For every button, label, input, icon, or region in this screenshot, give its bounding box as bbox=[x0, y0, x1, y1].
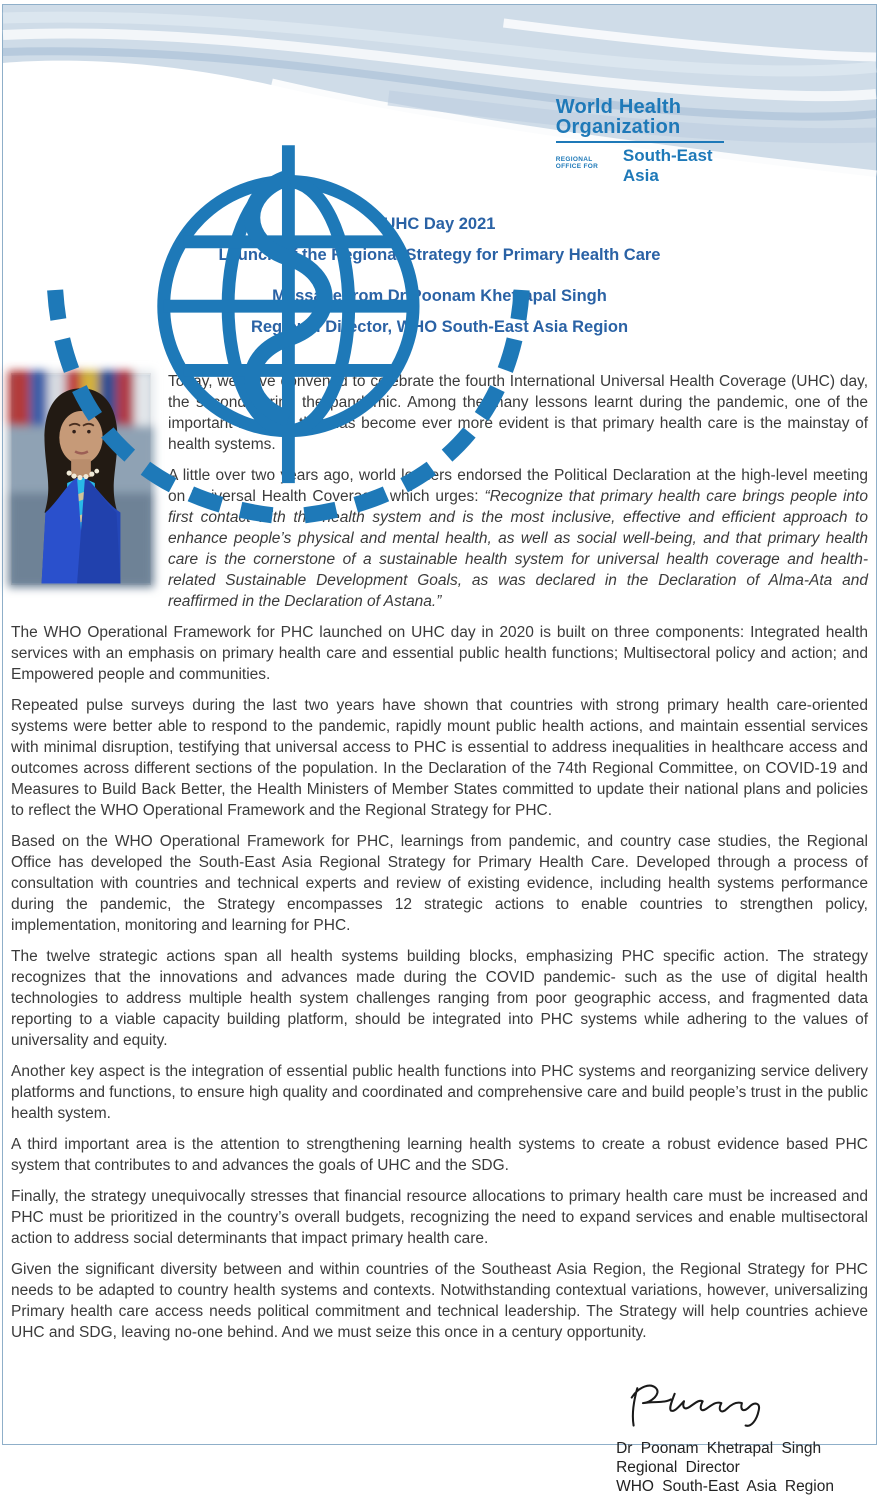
paragraph: Today, we have convened to celebrate the fourth International Universal Health Coverage (UHC) day, the second during the pandemic. Among the many lessons learnt during the pandemic, one of the important learning that has become ever more evident is that primary health care is the mainstay of health systems. bbox=[168, 373, 868, 453]
paragraph: Finally, the strategy unequivocally stresses that financial resource allocations to primary health care must be increased and PHC must be prioritized in the country’s overall budgets, recognizing the need to expand services and enable multisectoral action to address social determinants that impact primary health care. bbox=[11, 1188, 868, 1247]
signature-block bbox=[616, 1377, 834, 1496]
regional-office-prefix: REGIONAL OFFICE FOR bbox=[555, 156, 599, 170]
paragraph: A third important area is the attention to strengthening learning health systems to create a robust evidence based PHC system that contributes to and advances the goals of UHC and the SDG. bbox=[11, 1136, 868, 1174]
signatory-title: Regional Director bbox=[616, 1459, 740, 1476]
paragraph: Another key aspect is the integration of essential public health functions into PHC systems and reorganizing service delivery platforms and functions, to ensure high quality and coordinated and comprehensive care and build people’s trust in the public health system. bbox=[11, 1063, 868, 1122]
who-logo bbox=[31, 96, 713, 644]
regional-office-region: South-East Asia bbox=[622, 146, 713, 185]
logo-divider bbox=[556, 141, 724, 143]
message-title-line1: Message from Dr Poonam Khetrapal Singh bbox=[272, 287, 607, 305]
who-emblem-icon bbox=[31, 97, 546, 644]
who-name-line2: Organization bbox=[555, 116, 681, 138]
paragraph: The twelve strategic actions span all health systems building blocks, emphasizing PHC specific action. The strategy recognizes that the innovations and advances made during the COVID pandemic- such as the use of digital health technologies to address multiple health system challenges ranging from poor geographic access, and fragmented data reporting to a viable capacity building platform, should be integrated into PHC systems while adhering to the values of universality and equity. bbox=[11, 948, 868, 1049]
who-name-line1: World Health bbox=[555, 96, 682, 118]
event-title-line2: Launch of the Regional Strategy for Primary Health Care bbox=[218, 246, 661, 264]
paragraph: The WHO Operational Framework for PHC launched on UHC day in 2020 is built on three components: Integrated health services with an emphasis on primary health care and essential public health functions; Multisectoral policy and action; and Empowered people and communities. bbox=[11, 624, 868, 683]
event-title-line1: UHC Day 2021 bbox=[383, 215, 496, 233]
who-logo-text bbox=[556, 97, 724, 186]
paragraph-lead: A little over two years ago, world leaders endorsed the Political Declaration at the high-level meeting on Universal Health Coverage, which urges: bbox=[168, 467, 868, 505]
signatory-org: WHO South-East Asia Region bbox=[616, 1478, 834, 1495]
declaration-quote: “Recognize that primary health care brings people into first contact with the health system and is the most inclusive, effective and efficient approach to enhance people’s physical and mental health, as well as social well-being, and that primary health care is the cornerstone of a sustainable health system for universal health coverage and health-related Sustainable Development Goals, as was declared in the Declaration of Alma-Ata and reaffirmed in the Declaration of Astana.” bbox=[168, 488, 868, 610]
message-title-line2: Regional Director, WHO South-East Asia Region bbox=[250, 318, 629, 336]
letter-page bbox=[2, 4, 877, 1495]
signatory-name: Dr Poonam Khetrapal Singh bbox=[616, 1440, 822, 1457]
handwritten-signature-icon bbox=[618, 1377, 778, 1433]
header-wave-banner bbox=[3, 5, 876, 183]
paragraph: Given the significant diversity between and within countries of the Southeast Asia Region, the Regional Strategy for PHC needs to be adapted to country health systems and contexts. Notwithstanding contextual variations, however, universalizing Primary health care access needs political commitment and technical leadership. The Strategy will help countries achieve UHC and SDG, leaving no-one behind. And we must seize this once in a century opportunity. bbox=[11, 1261, 868, 1341]
paragraph: Repeated pulse surveys during the last two years have shown that countries with strong primary health care-oriented systems were better able to respond to the pandemic, rapidly mount public health actions, and maintain essential services with minimal disruption, testifying that universal access to PHC is essential to address inequalities in healthcare access and outcomes across different sections of the population. In the Declaration of the 74th Regional Committee, on COVID-19 and Measures to Build Back Better, the Health Ministers of Member States committed to update their national plans and policies to reflect the WHO Operational Framework and the Regional Strategy for PHC. bbox=[11, 697, 868, 819]
paragraph: Based on the WHO Operational Framework for PHC, learnings from pandemic, and country case studies, the Regional Office has developed the South-East Asia Regional Strategy for Primary Health Care. Developed through a process of consultation with countries and technical experts and review of existing evidence, including health systems performance during the pandemic, the Strategy encompasses 12 strategic actions to enable countries to strengthen policy, implementation, monitoring and learning for PHC. bbox=[11, 833, 868, 934]
